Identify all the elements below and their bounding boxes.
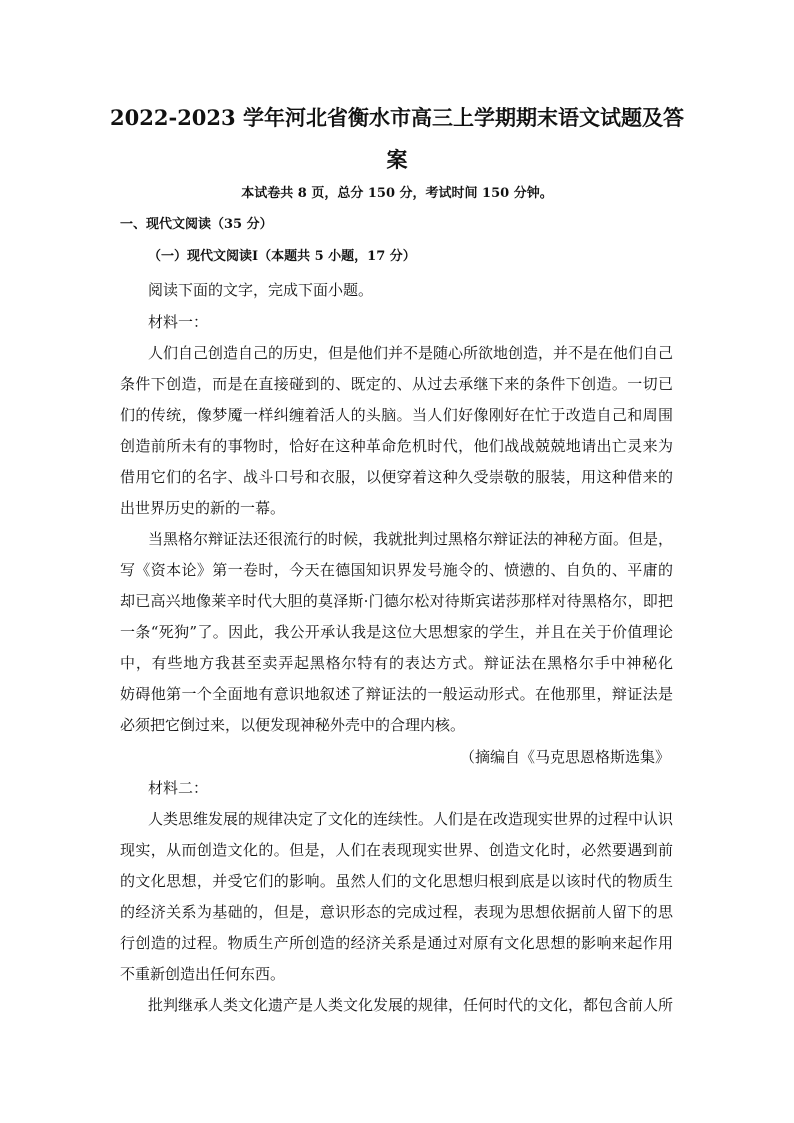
text-line: 人类思维发展的规律决定了文化的连续性。人们是在改造现实世界的过程中认识 [148, 810, 673, 828]
text-line: 却已高兴地像莱辛时代大胆的莫泽斯·门德尔松对待斯宾诺莎那样对待黑格尔，即把 [120, 592, 673, 610]
text-line: 一条“死狗”了。因此，我公开承认我是这位大思想家的学生，并且在关于价值理论 [120, 623, 673, 641]
text-line: 现实，从而创造文化的。但是，人们在表现现实世界、创造文化时，必然要遇到前 [120, 841, 673, 859]
text-line: 们的传统，像梦魇一样纠缠着活人的头脑。当人们好像刚好在忙于改造自己和周围 [120, 406, 673, 424]
document-title-line-1: 2022-2023 学年河北省衡水市高三上学期期末语文试题及答 [110, 105, 684, 130]
text-line: 不重新创造出任何东西。 [120, 965, 286, 983]
text-line: 的文化思想，并受它们的影响。虽然人们的文化思想归根到底是以该时代的物质生 [120, 872, 673, 890]
text-line: 的经济关系为基础的，但是，意识形态的完成过程，表现为思想依据前人留下的思 [120, 903, 673, 921]
subsection-heading: （一）现代文阅读Ⅰ（本题共 5 小题，17 分） [148, 249, 416, 264]
text-line: 人们自己创造自己的历史，但是他们并不是随心所欲地创造，并不是在他们自己 [148, 344, 673, 362]
material-1-source: （摘编自《马克思恩格斯选集》 [459, 748, 670, 766]
text-line: 借用它们的名字、战斗口号和衣服，以便穿着这种久受崇敬的服装，用这种借来的 [120, 468, 673, 486]
text-line: 中，有些地方我甚至卖弄起黑格尔特有的表达方式。辩证法在黑格尔手中神秘化 [120, 654, 673, 672]
section-heading: 一、现代文阅读（35 分） [120, 217, 273, 232]
text-line: 当黑格尔辩证法还很流行的时候，我就批判过黑格尔辩证法的神秘方面。但是， [148, 530, 673, 548]
text-line: 写《资本论》第一卷时，今天在德国知识界发号施令的、愤懑的、自负的、平庸的 [120, 561, 673, 579]
text-line: 条件下创造，而是在直接碰到的、既定的、从过去承继下来的条件下创造。一切已 [120, 375, 673, 393]
document-title-line-2: 案 [386, 147, 408, 172]
text-line: 妨碍他第一个全面地有意识地叙述了辩证法的一般运动形式。在他那里，辩证法是 [120, 685, 673, 703]
text-line: 出世界历史的新的一幕。 [120, 499, 286, 517]
text-line: 行创造的过程。物质生产所创造的经济关系是通过对原有文化思想的影响来起作用 [120, 934, 673, 952]
instruction-text: 阅读下面的文字，完成下面小题。 [148, 281, 374, 299]
text-line: 批判继承人类文化遗产是人类文化发展的规律，任何时代的文化，都包含前人所 [148, 996, 673, 1014]
text-line: 创造前所未有的事物时，恰好在这种革命危机时代，他们战战兢兢地请出亡灵来为 [120, 437, 673, 455]
exam-info: 本试卷共 8 页，总分 150 分，考试时间 150 分钟。 [241, 186, 553, 201]
material-1-label: 材料一： [148, 313, 209, 331]
material-2-label: 材料二： [148, 779, 209, 797]
text-line: 必须把它倒过来，以便发现神秘外壳中的合理内核。 [120, 716, 466, 734]
